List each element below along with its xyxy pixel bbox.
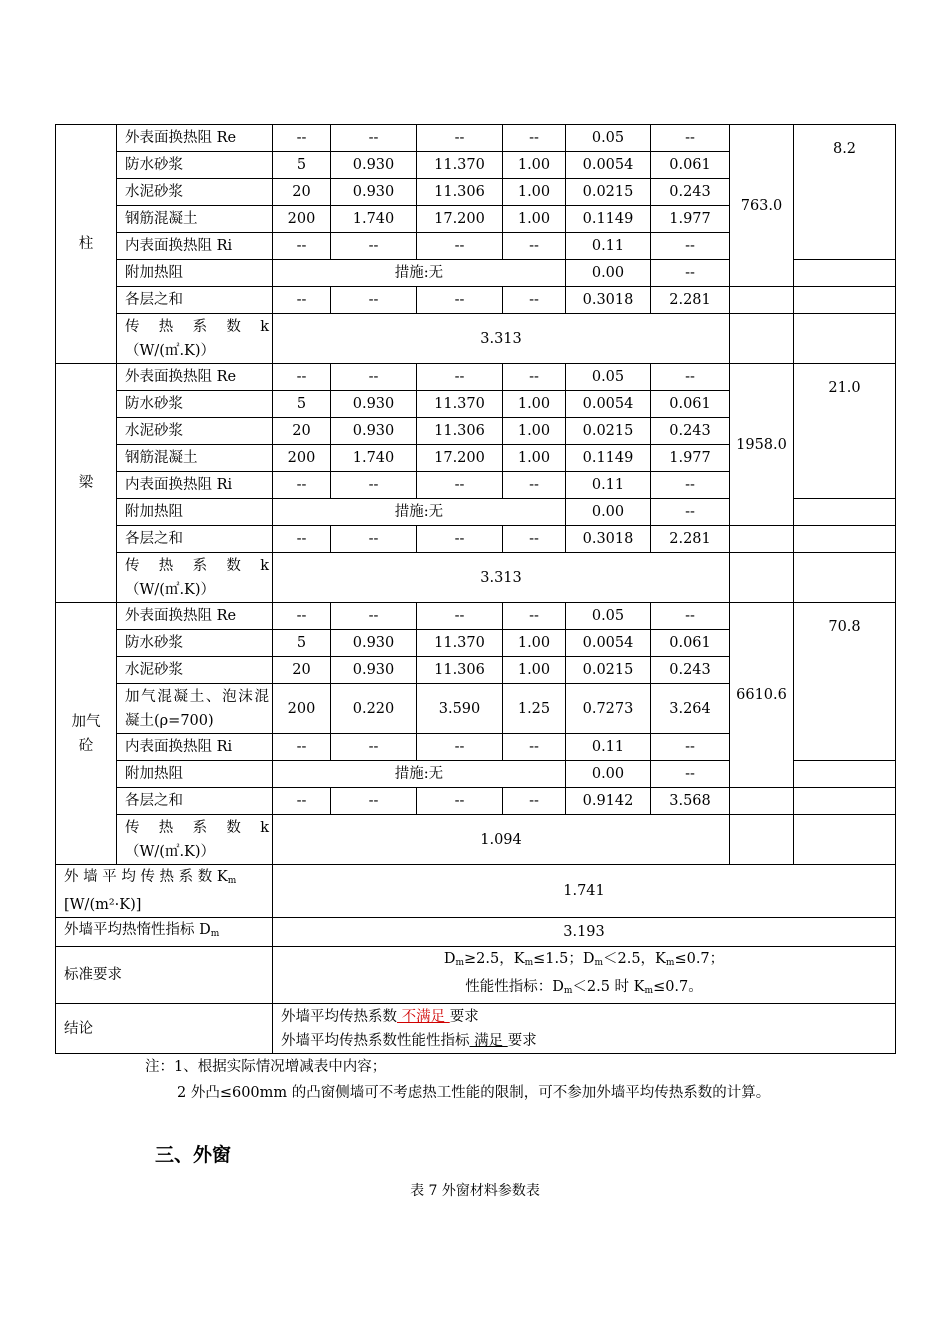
std-text: D bbox=[443, 951, 456, 967]
layer-lambda: -- bbox=[331, 364, 417, 391]
empty-cell bbox=[794, 260, 896, 287]
subscript: m bbox=[524, 958, 534, 968]
group-ratio: 21.0 bbox=[794, 364, 896, 499]
table-row bbox=[56, 1004, 896, 1054]
empty-cell bbox=[794, 526, 896, 553]
sum-alpha: -- bbox=[503, 526, 566, 553]
layer-lambda: 0.930 bbox=[331, 418, 417, 445]
conclusion-text: 外墙平均传热系数 bbox=[281, 1008, 397, 1025]
layer-alpha: 1.00 bbox=[503, 391, 566, 418]
layer-d: -- bbox=[651, 472, 730, 499]
subscript: m bbox=[210, 929, 220, 939]
layer-s: -- bbox=[417, 125, 503, 152]
conclusion-status-pass: 满足 bbox=[469, 1032, 508, 1049]
layer-lambda: -- bbox=[331, 125, 417, 152]
subscript: m bbox=[594, 958, 603, 968]
table-row bbox=[56, 553, 896, 603]
table-row bbox=[56, 815, 896, 865]
empty-cell bbox=[730, 314, 794, 364]
layer-alpha: 1.00 bbox=[503, 152, 566, 179]
km-label bbox=[56, 865, 273, 918]
layer-alpha: 1.00 bbox=[503, 418, 566, 445]
layer-alpha: 1.00 bbox=[503, 630, 566, 657]
subscript: m bbox=[644, 986, 654, 996]
extra-r: 0.00 bbox=[566, 499, 651, 526]
layer-thickness: 200 bbox=[273, 206, 331, 233]
layer-r: 0.1149 bbox=[566, 445, 651, 472]
layer-r: 0.7273 bbox=[566, 684, 651, 734]
wall-thermal-table bbox=[55, 124, 896, 1054]
layer-thickness: -- bbox=[273, 233, 331, 260]
extra-label: 附加热阻 bbox=[117, 761, 273, 788]
table-row bbox=[56, 314, 896, 364]
group-name: 梁 bbox=[56, 364, 117, 603]
empty-cell bbox=[794, 314, 896, 364]
k-label: 传 热 系 数 k（W/(㎡.K)） bbox=[117, 553, 273, 603]
layer-lambda: 0.220 bbox=[331, 684, 417, 734]
sum-thickness: -- bbox=[273, 788, 331, 815]
layer-thickness: 20 bbox=[273, 418, 331, 445]
empty-cell bbox=[730, 553, 794, 603]
empty-cell bbox=[794, 287, 896, 314]
group-ratio: 70.8 bbox=[794, 603, 896, 761]
std-text: ≤0.7； bbox=[674, 951, 725, 967]
extra-measure: 措施:无 bbox=[273, 499, 566, 526]
layer-name: 防水砂浆 bbox=[117, 152, 273, 179]
table-row bbox=[56, 287, 896, 314]
layer-d: 3.264 bbox=[651, 684, 730, 734]
layer-thickness: 200 bbox=[273, 684, 331, 734]
layer-d: 0.243 bbox=[651, 179, 730, 206]
group-area: 1958.0 bbox=[730, 364, 794, 526]
km-value: 1.741 bbox=[273, 865, 896, 918]
layer-name: 外表面换热阻 Re bbox=[117, 603, 273, 630]
sum-alpha: -- bbox=[503, 287, 566, 314]
layer-lambda: -- bbox=[331, 233, 417, 260]
group-ratio: 8.2 bbox=[794, 125, 896, 260]
extra-d: -- bbox=[651, 499, 730, 526]
layer-alpha: -- bbox=[503, 472, 566, 499]
sum-s: -- bbox=[417, 526, 503, 553]
layer-alpha: 1.00 bbox=[503, 445, 566, 472]
table-notes bbox=[145, 1054, 825, 1106]
layer-r: 0.0054 bbox=[566, 391, 651, 418]
layer-r: 0.0054 bbox=[566, 630, 651, 657]
layer-thickness: 20 bbox=[273, 657, 331, 684]
layer-alpha: -- bbox=[503, 364, 566, 391]
subscript: m bbox=[227, 876, 237, 886]
note-2: 2 外凸≤600mm 的凸窗侧墙可不考虑热工性能的限制，可不参加外墙平均传热系数的计算。 bbox=[177, 1085, 771, 1101]
layer-name: 水泥砂浆 bbox=[117, 657, 273, 684]
dm-label bbox=[56, 918, 273, 947]
layer-name: 内表面换热阻 Ri bbox=[117, 233, 273, 260]
conclusion-text: 外墙平均传热系数性能性指标 bbox=[281, 1032, 470, 1049]
layer-d: -- bbox=[651, 734, 730, 761]
empty-cell bbox=[794, 553, 896, 603]
layer-name: 内表面换热阻 Ri bbox=[117, 472, 273, 499]
layer-s: -- bbox=[417, 472, 503, 499]
layer-d: -- bbox=[651, 603, 730, 630]
k-value: 3.313 bbox=[273, 314, 730, 364]
table-body bbox=[56, 125, 896, 1054]
sum-label: 各层之和 bbox=[117, 788, 273, 815]
empty-cell bbox=[730, 287, 794, 314]
group-name: 柱 bbox=[56, 125, 117, 364]
conclusion-text: 要求 bbox=[507, 1032, 537, 1049]
layer-r: 0.11 bbox=[566, 734, 651, 761]
sum-lambda: -- bbox=[331, 287, 417, 314]
layer-alpha: 1.00 bbox=[503, 657, 566, 684]
std-text: 性能性指标：D bbox=[465, 979, 564, 995]
sum-lambda: -- bbox=[331, 788, 417, 815]
layer-name: 水泥砂浆 bbox=[117, 179, 273, 206]
table-row bbox=[56, 125, 896, 152]
standard-label: 标准要求 bbox=[56, 947, 273, 1004]
empty-cell bbox=[794, 815, 896, 865]
layer-thickness: 5 bbox=[273, 152, 331, 179]
layer-r: 0.0215 bbox=[566, 179, 651, 206]
layer-lambda: 1.740 bbox=[331, 206, 417, 233]
conclusion-label: 结论 bbox=[56, 1004, 273, 1054]
layer-s: 11.370 bbox=[417, 630, 503, 657]
km-label-text: 外 墙 平 均 传 热 系 数 K bbox=[64, 869, 228, 885]
extra-d: -- bbox=[651, 761, 730, 788]
extra-r: 0.00 bbox=[566, 761, 651, 788]
layer-lambda: -- bbox=[331, 472, 417, 499]
layer-s: 11.370 bbox=[417, 152, 503, 179]
layer-s: 17.200 bbox=[417, 206, 503, 233]
subscript: m bbox=[563, 986, 573, 996]
conclusion-status-fail: 不满足 bbox=[397, 1008, 450, 1025]
layer-s: -- bbox=[417, 364, 503, 391]
layer-alpha: 1.00 bbox=[503, 206, 566, 233]
note-1: 注：1、根据实际情况增减表中内容； bbox=[145, 1059, 387, 1075]
conclusion-text: 要求 bbox=[449, 1008, 479, 1025]
layer-thickness: 5 bbox=[273, 630, 331, 657]
layer-d: 0.243 bbox=[651, 657, 730, 684]
table-row bbox=[56, 865, 896, 918]
conclusion-value bbox=[273, 1004, 896, 1054]
layer-thickness: -- bbox=[273, 125, 331, 152]
layer-lambda: 0.930 bbox=[331, 391, 417, 418]
table-caption: 表 7 外窗材料参数表 bbox=[410, 1183, 540, 1199]
std-text: ＜2.5 时 K bbox=[572, 979, 645, 995]
layer-alpha: -- bbox=[503, 734, 566, 761]
dm-label-text: 外墙平均热惰性指标 D bbox=[64, 922, 211, 938]
k-value: 1.094 bbox=[273, 815, 730, 865]
k-label: 传 热 系 数 k（W/(㎡.K)） bbox=[117, 314, 273, 364]
empty-cell bbox=[730, 526, 794, 553]
group-area: 763.0 bbox=[730, 125, 794, 287]
extra-measure: 措施:无 bbox=[273, 260, 566, 287]
sum-d: 2.281 bbox=[651, 526, 730, 553]
layer-name: 内表面换热阻 Ri bbox=[117, 734, 273, 761]
sum-label: 各层之和 bbox=[117, 287, 273, 314]
std-text: ≤0.7。 bbox=[653, 979, 703, 995]
layer-s: 11.306 bbox=[417, 418, 503, 445]
empty-cell bbox=[730, 815, 794, 865]
k-label: 传 热 系 数 k（W/(㎡.K)） bbox=[117, 815, 273, 865]
layer-name: 钢筋混凝土 bbox=[117, 206, 273, 233]
layer-lambda: -- bbox=[331, 734, 417, 761]
layer-thickness: -- bbox=[273, 734, 331, 761]
layer-d: 0.061 bbox=[651, 391, 730, 418]
sum-label: 各层之和 bbox=[117, 526, 273, 553]
table-row bbox=[56, 788, 896, 815]
layer-lambda: 1.740 bbox=[331, 445, 417, 472]
empty-cell bbox=[794, 499, 896, 526]
layer-name: 加气混凝土、泡沫混凝土(ρ=700) bbox=[117, 684, 273, 734]
sum-d: 2.281 bbox=[651, 287, 730, 314]
extra-label: 附加热阻 bbox=[117, 260, 273, 287]
std-text: ＜2.5，K bbox=[603, 951, 666, 967]
layer-r: 0.05 bbox=[566, 125, 651, 152]
layer-lambda: 0.930 bbox=[331, 179, 417, 206]
sum-r: 0.3018 bbox=[566, 287, 651, 314]
empty-cell bbox=[794, 761, 896, 788]
layer-d: -- bbox=[651, 233, 730, 260]
extra-d: -- bbox=[651, 260, 730, 287]
layer-s: -- bbox=[417, 233, 503, 260]
layer-d: 0.061 bbox=[651, 630, 730, 657]
layer-lambda: 0.930 bbox=[331, 657, 417, 684]
layer-lambda: 0.930 bbox=[331, 630, 417, 657]
layer-r: 0.0054 bbox=[566, 152, 651, 179]
sum-thickness: -- bbox=[273, 287, 331, 314]
extra-label: 附加热阻 bbox=[117, 499, 273, 526]
sum-r: 0.3018 bbox=[566, 526, 651, 553]
layer-s: 11.370 bbox=[417, 391, 503, 418]
sum-alpha: -- bbox=[503, 788, 566, 815]
sum-s: -- bbox=[417, 788, 503, 815]
layer-r: 0.11 bbox=[566, 233, 651, 260]
layer-d: 1.977 bbox=[651, 206, 730, 233]
subscript: m bbox=[665, 958, 675, 968]
layer-s: 11.306 bbox=[417, 179, 503, 206]
table-row bbox=[56, 364, 896, 391]
layer-d: 0.243 bbox=[651, 418, 730, 445]
layer-thickness: 20 bbox=[273, 179, 331, 206]
sum-lambda: -- bbox=[331, 526, 417, 553]
layer-r: 0.05 bbox=[566, 603, 651, 630]
layer-name: 防水砂浆 bbox=[117, 391, 273, 418]
layer-s: -- bbox=[417, 603, 503, 630]
layer-d: -- bbox=[651, 364, 730, 391]
sum-thickness: -- bbox=[273, 526, 331, 553]
section-title: 三、外窗 bbox=[155, 1144, 232, 1166]
layer-r: 0.05 bbox=[566, 364, 651, 391]
layer-name: 外表面换热阻 Re bbox=[117, 364, 273, 391]
extra-r: 0.00 bbox=[566, 260, 651, 287]
layer-r: 0.11 bbox=[566, 472, 651, 499]
layer-r: 0.0215 bbox=[566, 657, 651, 684]
empty-cell bbox=[730, 788, 794, 815]
layer-r: 0.1149 bbox=[566, 206, 651, 233]
km-label-unit: [W/(m²·K)] bbox=[64, 897, 142, 913]
layer-thickness: 200 bbox=[273, 445, 331, 472]
layer-name: 外表面换热阻 Re bbox=[117, 125, 273, 152]
subscript: m bbox=[455, 958, 465, 968]
layer-thickness: -- bbox=[273, 603, 331, 630]
std-text: ≤1.5；D bbox=[533, 951, 595, 967]
empty-cell bbox=[794, 788, 896, 815]
layer-r: 0.0215 bbox=[566, 418, 651, 445]
layer-alpha: 1.25 bbox=[503, 684, 566, 734]
layer-s: 17.200 bbox=[417, 445, 503, 472]
k-value: 3.313 bbox=[273, 553, 730, 603]
sum-s: -- bbox=[417, 287, 503, 314]
layer-lambda: -- bbox=[331, 603, 417, 630]
table-row bbox=[56, 526, 896, 553]
dm-value: 3.193 bbox=[273, 918, 896, 947]
sum-r: 0.9142 bbox=[566, 788, 651, 815]
layer-thickness: -- bbox=[273, 364, 331, 391]
layer-s: 3.590 bbox=[417, 684, 503, 734]
standard-value bbox=[273, 947, 896, 1004]
layer-alpha: -- bbox=[503, 233, 566, 260]
std-text: ≥2.5，K bbox=[464, 951, 525, 967]
sum-d: 3.568 bbox=[651, 788, 730, 815]
layer-thickness: 5 bbox=[273, 391, 331, 418]
group-area: 6610.6 bbox=[730, 603, 794, 788]
layer-name: 钢筋混凝土 bbox=[117, 445, 273, 472]
layer-d: 0.061 bbox=[651, 152, 730, 179]
table-row bbox=[56, 918, 896, 947]
layer-alpha: 1.00 bbox=[503, 179, 566, 206]
group-name: 加气砼 bbox=[56, 603, 117, 865]
layer-thickness: -- bbox=[273, 472, 331, 499]
layer-name: 水泥砂浆 bbox=[117, 418, 273, 445]
table-row bbox=[56, 603, 896, 630]
layer-name: 防水砂浆 bbox=[117, 630, 273, 657]
layer-s: -- bbox=[417, 734, 503, 761]
layer-lambda: 0.930 bbox=[331, 152, 417, 179]
layer-d: -- bbox=[651, 125, 730, 152]
layer-alpha: -- bbox=[503, 125, 566, 152]
layer-d: 1.977 bbox=[651, 445, 730, 472]
table-row bbox=[56, 947, 896, 1004]
layer-alpha: -- bbox=[503, 603, 566, 630]
layer-s: 11.306 bbox=[417, 657, 503, 684]
extra-measure: 措施:无 bbox=[273, 761, 566, 788]
